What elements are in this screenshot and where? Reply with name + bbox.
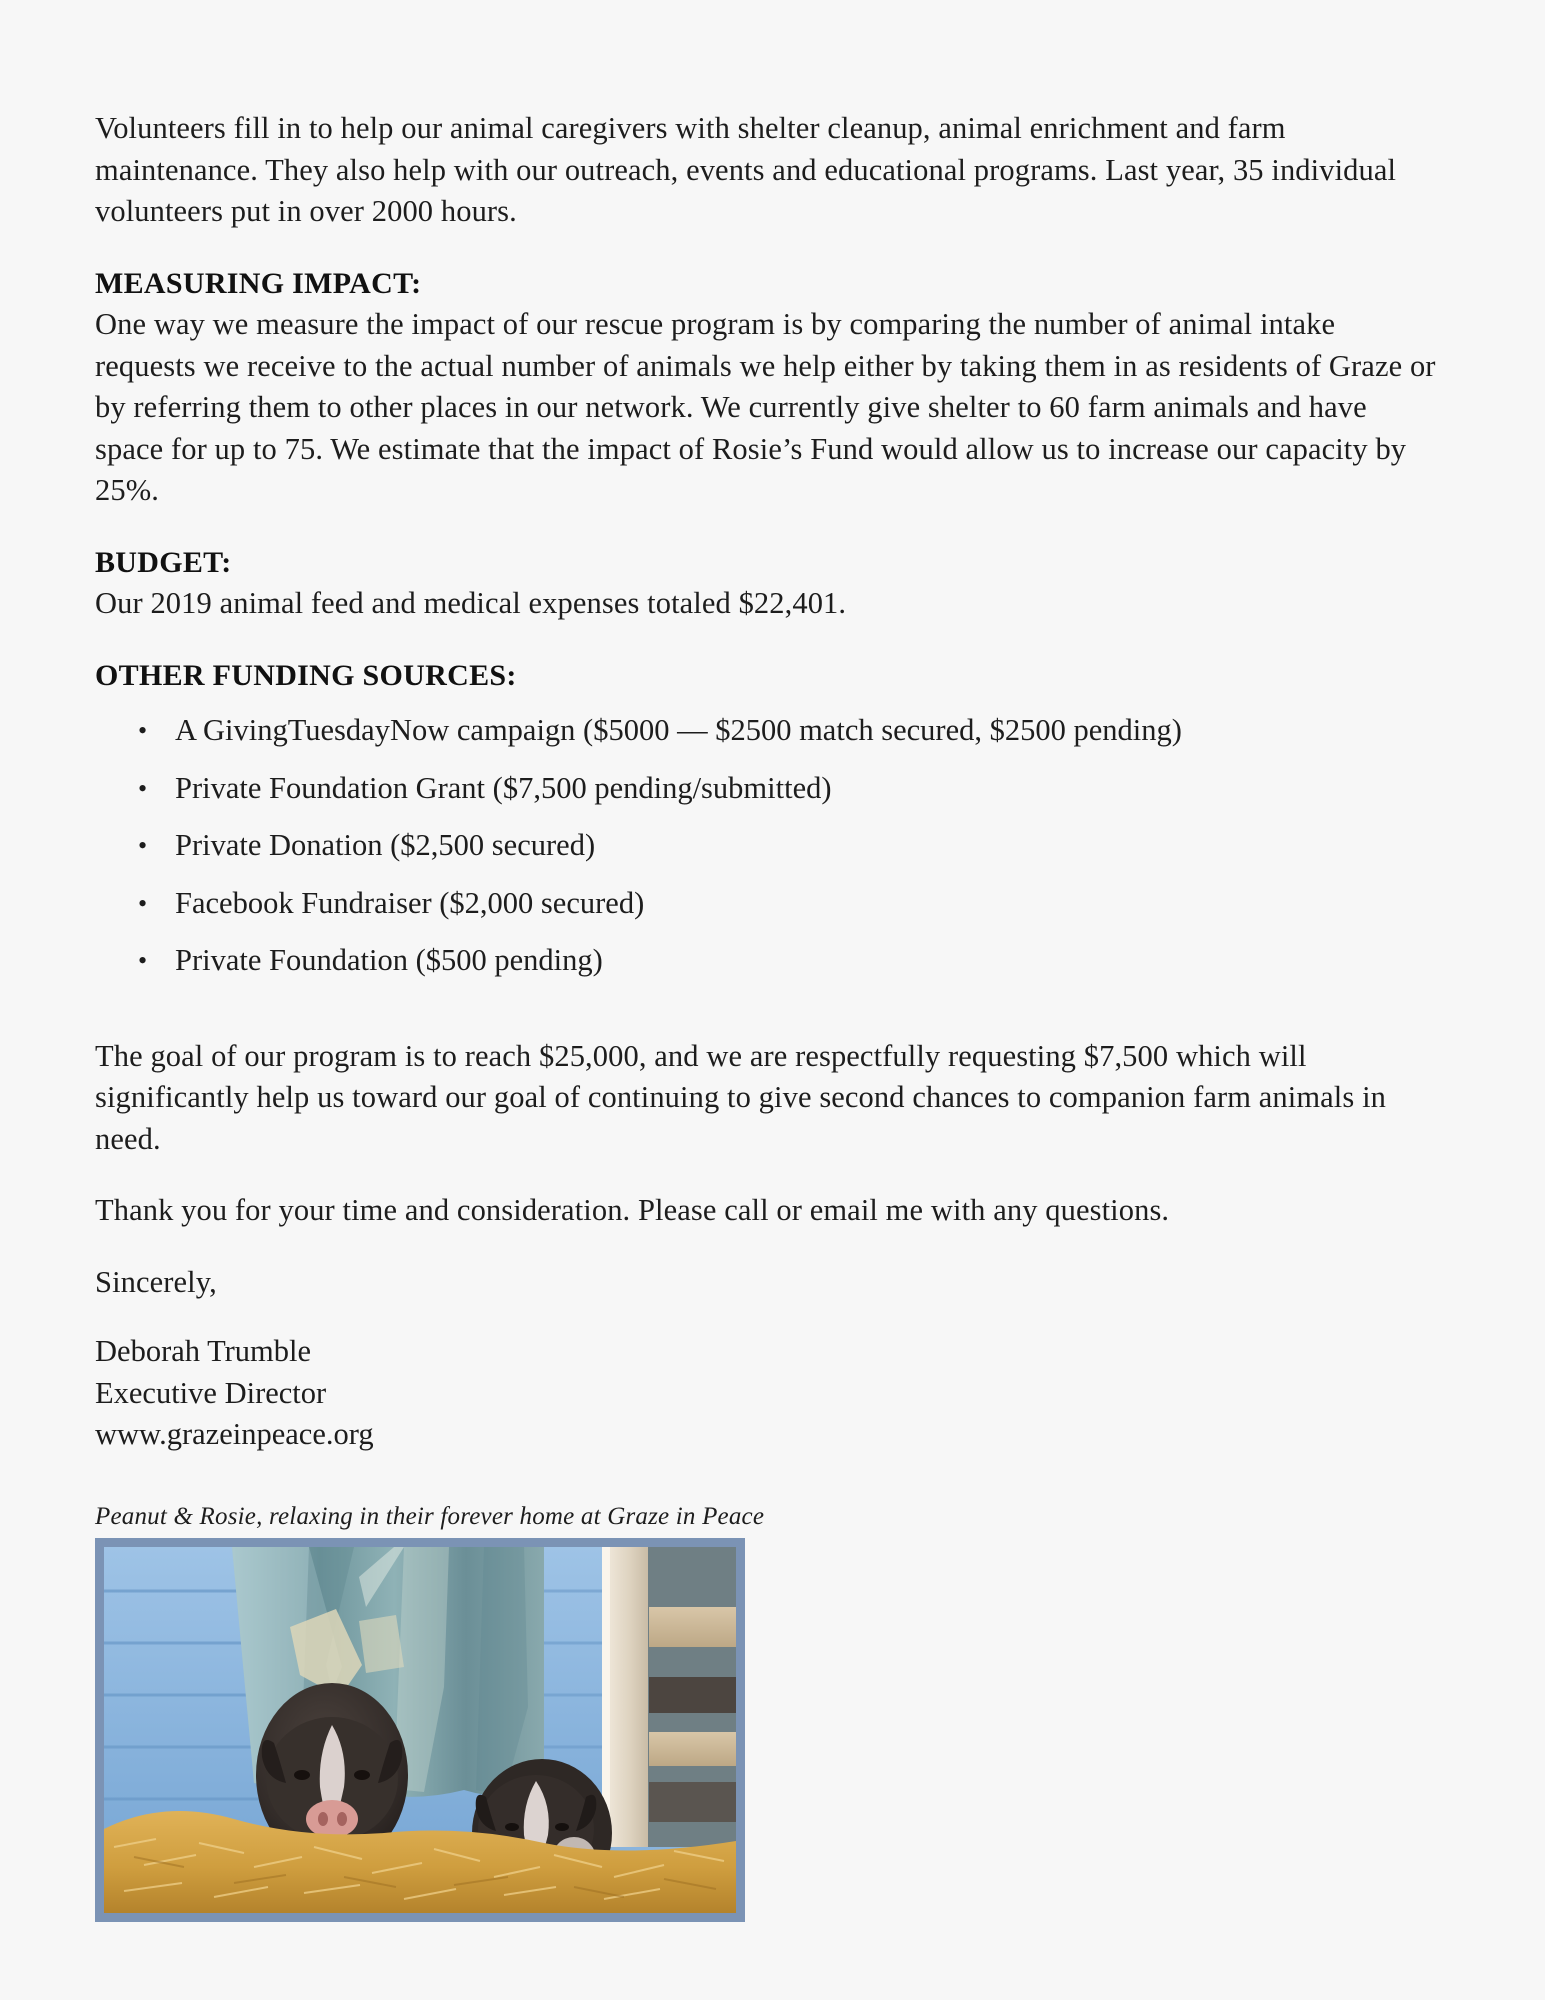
- list-item: [95, 825, 1450, 867]
- bullet-icon: •: [138, 946, 148, 975]
- list-item: [95, 710, 1450, 752]
- paragraph-volunteers: Volunteers fill in to help our animal caregivers with shelter cleanup, animal enrichment and farm maintenance. They also help with our outreach, events and educational programs. Last year, 35 individual volunteers put in over 2000 hours.: [95, 111, 1397, 228]
- paragraph-budget: Our 2019 animal feed and medical expenses totaled $22,401.: [95, 586, 847, 620]
- section-budget: [95, 542, 1450, 625]
- list-item: [95, 883, 1450, 925]
- bullet-icon: •: [138, 888, 148, 918]
- paragraph-thanks: Thank you for your time and consideration. Please call or email me with any questions.: [95, 1193, 1170, 1227]
- signature-block: [95, 1331, 1450, 1456]
- section-measuring-impact: [95, 263, 1450, 512]
- list-item-label: Facebook Fundraiser ($2,000 secured): [175, 885, 645, 920]
- paragraph-sincerely: Sincerely,: [95, 1264, 217, 1299]
- funding-sources-list: [95, 710, 1450, 982]
- photo-frame: [95, 1538, 745, 1922]
- paragraph-goal: The goal of our program is to reach $25,000, and we are respectfully requesting $7,500 which will significantly help us toward our goal of continuing to give second chances to companion farm animals in need.: [95, 1038, 1386, 1156]
- signature-website[interactable]: www.grazeinpeace.org: [95, 1417, 374, 1451]
- list-item-label: Private Foundation ($500 pending): [175, 943, 603, 977]
- heading-measuring-impact: MEASURING IMPACT:: [95, 266, 422, 300]
- photo-caption: Peanut & Rosie, relaxing in their forever home at Graze in Peace: [95, 1502, 765, 1530]
- list-item: [95, 940, 1450, 982]
- bullet-icon: •: [138, 716, 148, 745]
- list-item: [95, 768, 1450, 810]
- signature-name: Deborah Trumble: [95, 1334, 312, 1368]
- heading-other-funding-sources: OTHER FUNDING SOURCES:: [95, 658, 517, 692]
- spacer: [95, 1303, 1450, 1331]
- spacer: [95, 998, 1450, 1036]
- photo-pigs: [104, 1547, 736, 1913]
- signature-title: Executive Director: [95, 1375, 327, 1410]
- list-item-label: Private Donation ($2,500 secured): [175, 828, 596, 862]
- bullet-icon: •: [138, 831, 148, 860]
- list-item-label: A GivingTuesdayNow campaign ($5000 — $2500 match secured, $2500 pending): [175, 713, 1182, 747]
- section-other-funding-sources: [95, 655, 1450, 982]
- photo-illustration: [104, 1547, 736, 1913]
- bullet-icon: •: [138, 773, 148, 803]
- paragraph-measuring-impact: One way we measure the impact of our rescue program is by comparing the number of animal intake requests we receive to the actual number of animals we help either by taking them in as residents of Graze or by referring them to other places in our network. We currently give shelter to 60 farm animals and have space for up to 75. We estimate that the impact of Rosie’s Fund would allow us to increase our capacity by 25%.: [95, 307, 1436, 507]
- list-item-label: Private Foundation Grant ($7,500 pending/submitted): [175, 770, 832, 805]
- heading-budget: BUDGET:: [95, 545, 232, 579]
- spacer: [95, 1456, 1450, 1500]
